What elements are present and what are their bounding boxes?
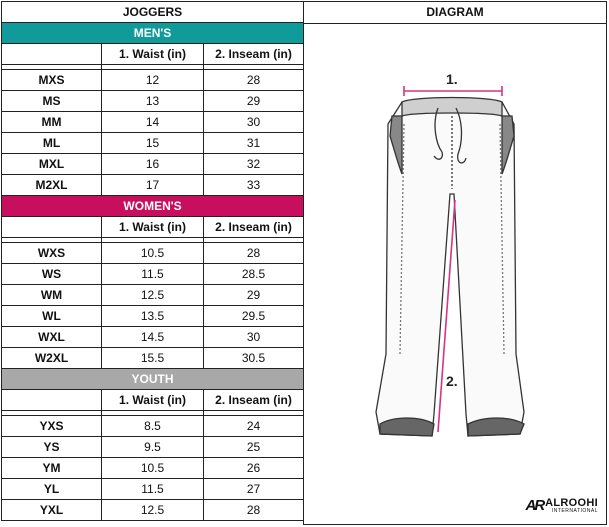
column-header-waist: 1. Waist (in) bbox=[102, 217, 204, 238]
diagram-title: DIAGRAM bbox=[304, 2, 606, 24]
table-row bbox=[2, 348, 304, 369]
column-header-size bbox=[2, 217, 102, 238]
size-label: MXS bbox=[2, 70, 102, 91]
table-row bbox=[2, 91, 304, 112]
size-label: YM bbox=[2, 458, 102, 479]
inseam-value: 29.5 bbox=[204, 306, 304, 327]
table-row bbox=[2, 416, 304, 437]
size-label: MM bbox=[2, 112, 102, 133]
table-row bbox=[2, 243, 304, 264]
diagram-panel bbox=[303, 1, 607, 525]
size-label: M2XL bbox=[2, 175, 102, 196]
waist-value: 15.5 bbox=[102, 348, 204, 369]
size-label: W2XL bbox=[2, 348, 102, 369]
size-chart-sheet bbox=[1, 1, 607, 525]
waist-measure-line bbox=[404, 86, 502, 96]
column-header-waist: 1. Waist (in) bbox=[102, 44, 204, 65]
logo-mark: AR bbox=[525, 497, 544, 514]
size-label: YL bbox=[2, 479, 102, 500]
waist-value: 12.5 bbox=[102, 285, 204, 306]
size-label: WL bbox=[2, 306, 102, 327]
waist-value: 14 bbox=[102, 112, 204, 133]
size-label: WS bbox=[2, 264, 102, 285]
size-label: YS bbox=[2, 437, 102, 458]
inseam-value: 28 bbox=[204, 500, 304, 521]
column-header-size bbox=[2, 44, 102, 65]
section-header-youth: YOUTH bbox=[2, 369, 304, 390]
size-label: MS bbox=[2, 91, 102, 112]
table-row bbox=[2, 133, 304, 154]
waist-value: 10.5 bbox=[102, 458, 204, 479]
table-row bbox=[2, 479, 304, 500]
inseam-value: 26 bbox=[204, 458, 304, 479]
size-label: MXL bbox=[2, 154, 102, 175]
table-row bbox=[2, 175, 304, 196]
inseam-value: 28.5 bbox=[204, 264, 304, 285]
inseam-value: 28 bbox=[204, 243, 304, 264]
inseam-value: 30.5 bbox=[204, 348, 304, 369]
column-header-inseam: 2. Inseam (in) bbox=[204, 44, 304, 65]
waist-value: 12 bbox=[102, 70, 204, 91]
section-header-men: MEN'S bbox=[2, 23, 304, 44]
waist-value: 13.5 bbox=[102, 306, 204, 327]
waist-value: 10.5 bbox=[102, 243, 204, 264]
table-row bbox=[2, 112, 304, 133]
table-row bbox=[2, 500, 304, 521]
table-row bbox=[2, 154, 304, 175]
inseam-value: 27 bbox=[204, 479, 304, 500]
waist-marker: 1. bbox=[446, 71, 458, 87]
inseam-value: 32 bbox=[204, 154, 304, 175]
inseam-value: 29 bbox=[204, 91, 304, 112]
inseam-value: 30 bbox=[204, 327, 304, 348]
inseam-value: 28 bbox=[204, 70, 304, 91]
size-label: YXS bbox=[2, 416, 102, 437]
table-title: JOGGERS bbox=[2, 2, 304, 23]
size-label: WXS bbox=[2, 243, 102, 264]
inseam-value: 29 bbox=[204, 285, 304, 306]
waist-value: 11.5 bbox=[102, 264, 204, 285]
waist-value: 12.5 bbox=[102, 500, 204, 521]
size-label: WM bbox=[2, 285, 102, 306]
table-row bbox=[2, 70, 304, 91]
column-header-waist: 1. Waist (in) bbox=[102, 390, 204, 411]
table-row bbox=[2, 327, 304, 348]
column-header-inseam: 2. Inseam (in) bbox=[204, 390, 304, 411]
table-row bbox=[2, 437, 304, 458]
table-row bbox=[2, 264, 304, 285]
waist-value: 16 bbox=[102, 154, 204, 175]
waist-value: 15 bbox=[102, 133, 204, 154]
size-label: WXL bbox=[2, 327, 102, 348]
size-table bbox=[1, 1, 304, 521]
size-label: ML bbox=[2, 133, 102, 154]
waist-value: 14.5 bbox=[102, 327, 204, 348]
waist-value: 17 bbox=[102, 175, 204, 196]
waist-value: 11.5 bbox=[102, 479, 204, 500]
section-header-women: WOMEN'S bbox=[2, 196, 304, 217]
inseam-value: 30 bbox=[204, 112, 304, 133]
table-row bbox=[2, 458, 304, 479]
waist-value: 13 bbox=[102, 91, 204, 112]
waist-value: 8.5 bbox=[102, 416, 204, 437]
table-row bbox=[2, 285, 304, 306]
inseam-marker: 2. bbox=[446, 373, 458, 389]
logo-brand: ALROOHI bbox=[545, 496, 598, 509]
logo-sub: INTERNATIONAL bbox=[551, 507, 598, 514]
inseam-value: 33 bbox=[204, 175, 304, 196]
jogger-diagram bbox=[304, 24, 606, 444]
inseam-value: 25 bbox=[204, 437, 304, 458]
column-header-inseam: 2. Inseam (in) bbox=[204, 217, 304, 238]
inseam-value: 31 bbox=[204, 133, 304, 154]
column-header-size bbox=[2, 390, 102, 411]
size-label: YXL bbox=[2, 500, 102, 521]
brand-logo bbox=[526, 497, 599, 514]
inseam-value: 24 bbox=[204, 416, 304, 437]
table-row bbox=[2, 306, 304, 327]
waist-value: 9.5 bbox=[102, 437, 204, 458]
